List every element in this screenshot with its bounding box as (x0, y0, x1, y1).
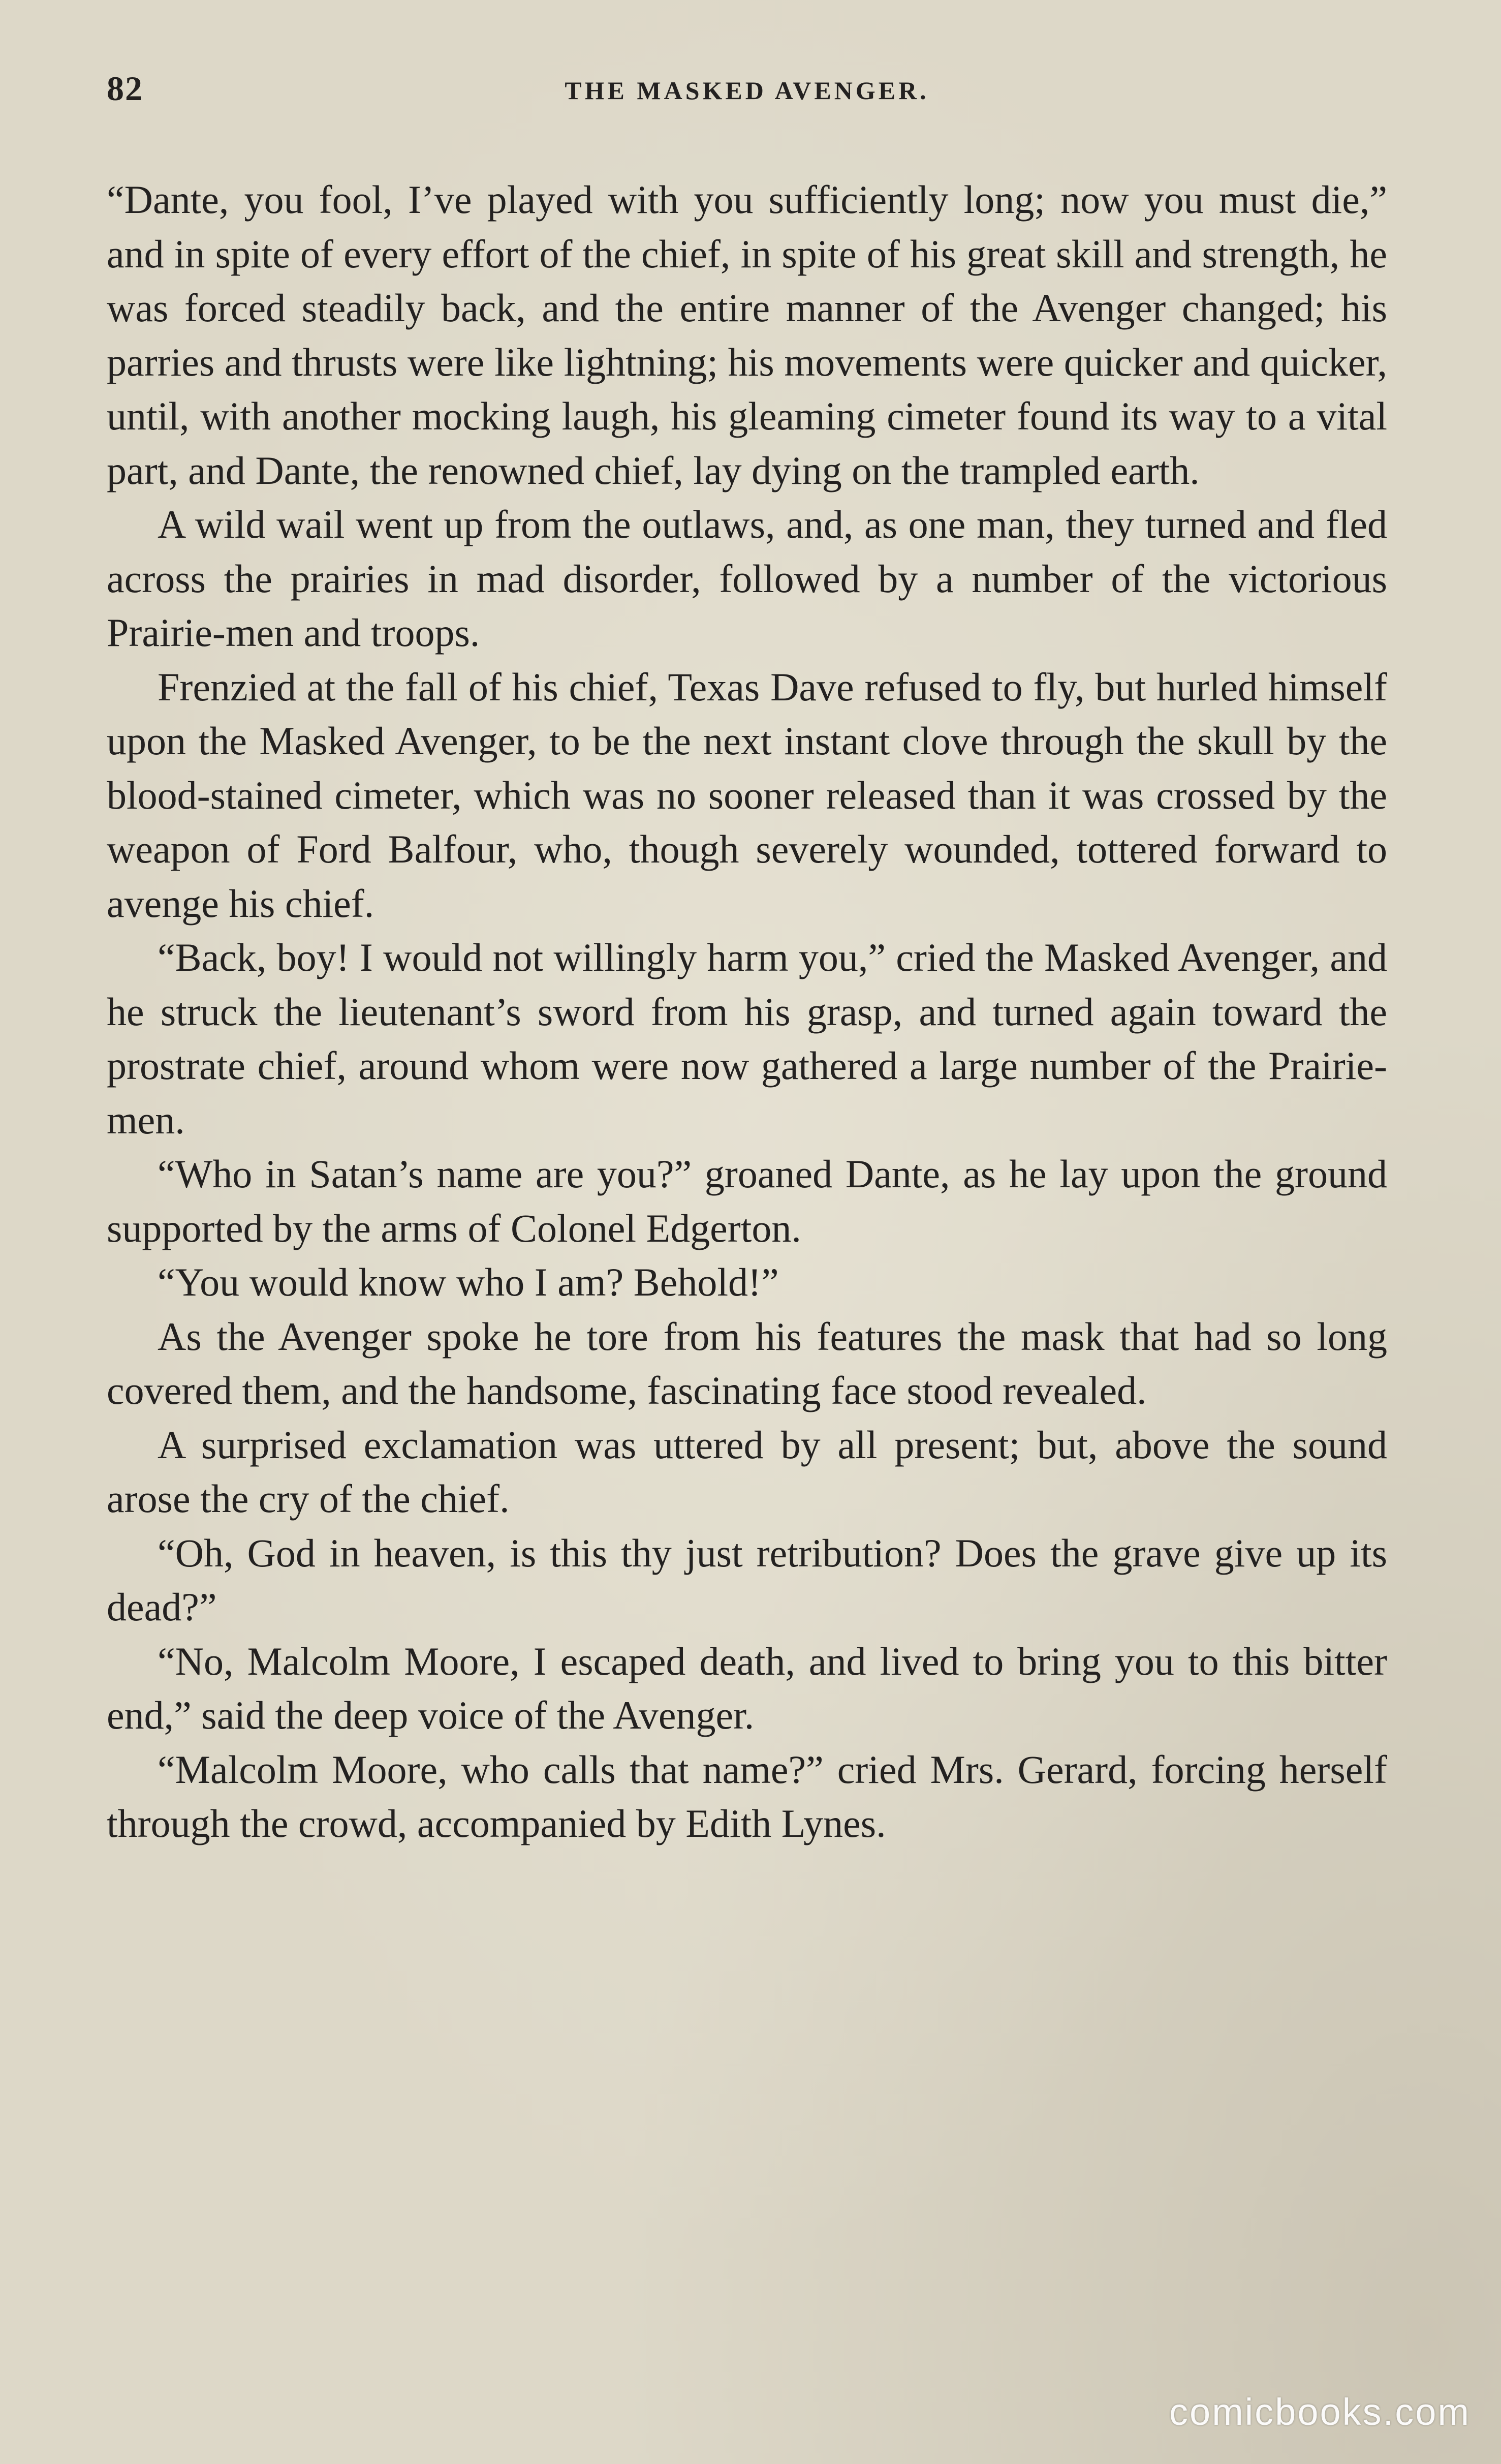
paragraph: “No, Malcolm Moore, I escaped death, and lived to bring you to this bitter end,” said the deep voice of the Avenger. (107, 1639, 1387, 1737)
running-title: THE MASKED AVENGER. (565, 76, 929, 105)
page-number: 82 (107, 69, 143, 108)
paragraph: “Dante, you fool, I’ve played with you sufficiently long; now you must die,” and in spite of every effort of the chief, in spite of his great skill and strength, he was forced steadily back, and the entire manner of the Avenger changed; his parries and thrusts were like lightning; his movements were quicker and quicker, until, with another mocking laugh, his gleaming cimeter found its way to a vital part, and Dante, the renowned chief, lay dying on the trampled earth. (107, 177, 1387, 492)
paragraph: “Malcolm Moore, who calls that name?” cried Mrs. Gerard, forcing herself through the crowd, accompanied by Edith Lynes. (107, 1747, 1387, 1845)
paragraph: “Who in Satan’s name are you?” groaned Dante, as he lay upon the ground supported by the arms of Colonel Edgerton. (107, 1152, 1387, 1250)
page-header (107, 69, 1387, 125)
paragraph: Frenzied at the fall of his chief, Texas Dave refused to fly, but hurled himself upon the Masked Avenger, to be the next instant clove through the skull by the blood-stained cimeter, which was no sooner released than it was crossed by the weapon of Ford Balfour, who, though severely wounded, tottered forward to avenge his chief. (107, 664, 1387, 926)
paragraph: As the Avenger spoke he tore from his features the mask that had so long covered them, and the handsome, fascinating face stood revealed. (107, 1314, 1387, 1412)
paragraph: A surprised exclamation was uttered by all present; but, above the sound arose the cry of the chief. (107, 1422, 1387, 1521)
paragraph: “You would know who I am? Behold!” (158, 1260, 779, 1304)
body-text (107, 173, 1387, 1851)
paragraph: “Oh, God in heaven, is this thy just retribution? Does the grave give up its dead?” (107, 1530, 1387, 1629)
paragraph: “Back, boy! I would not willingly harm you,” cried the Masked Avenger, and he struck the lieutenant’s sword from his grasp, and turned again toward the prostrate chief, around whom were now gathered a large number of the Prairie-men. (107, 935, 1387, 1142)
paragraph: A wild wail went up from the outlaws, and, as one man, they turned and fled across the prairies in mad disorder, followed by a number of the victorious Prairie-men and troops. (107, 502, 1387, 655)
watermark: comicbooks.com (1169, 2391, 1471, 2433)
